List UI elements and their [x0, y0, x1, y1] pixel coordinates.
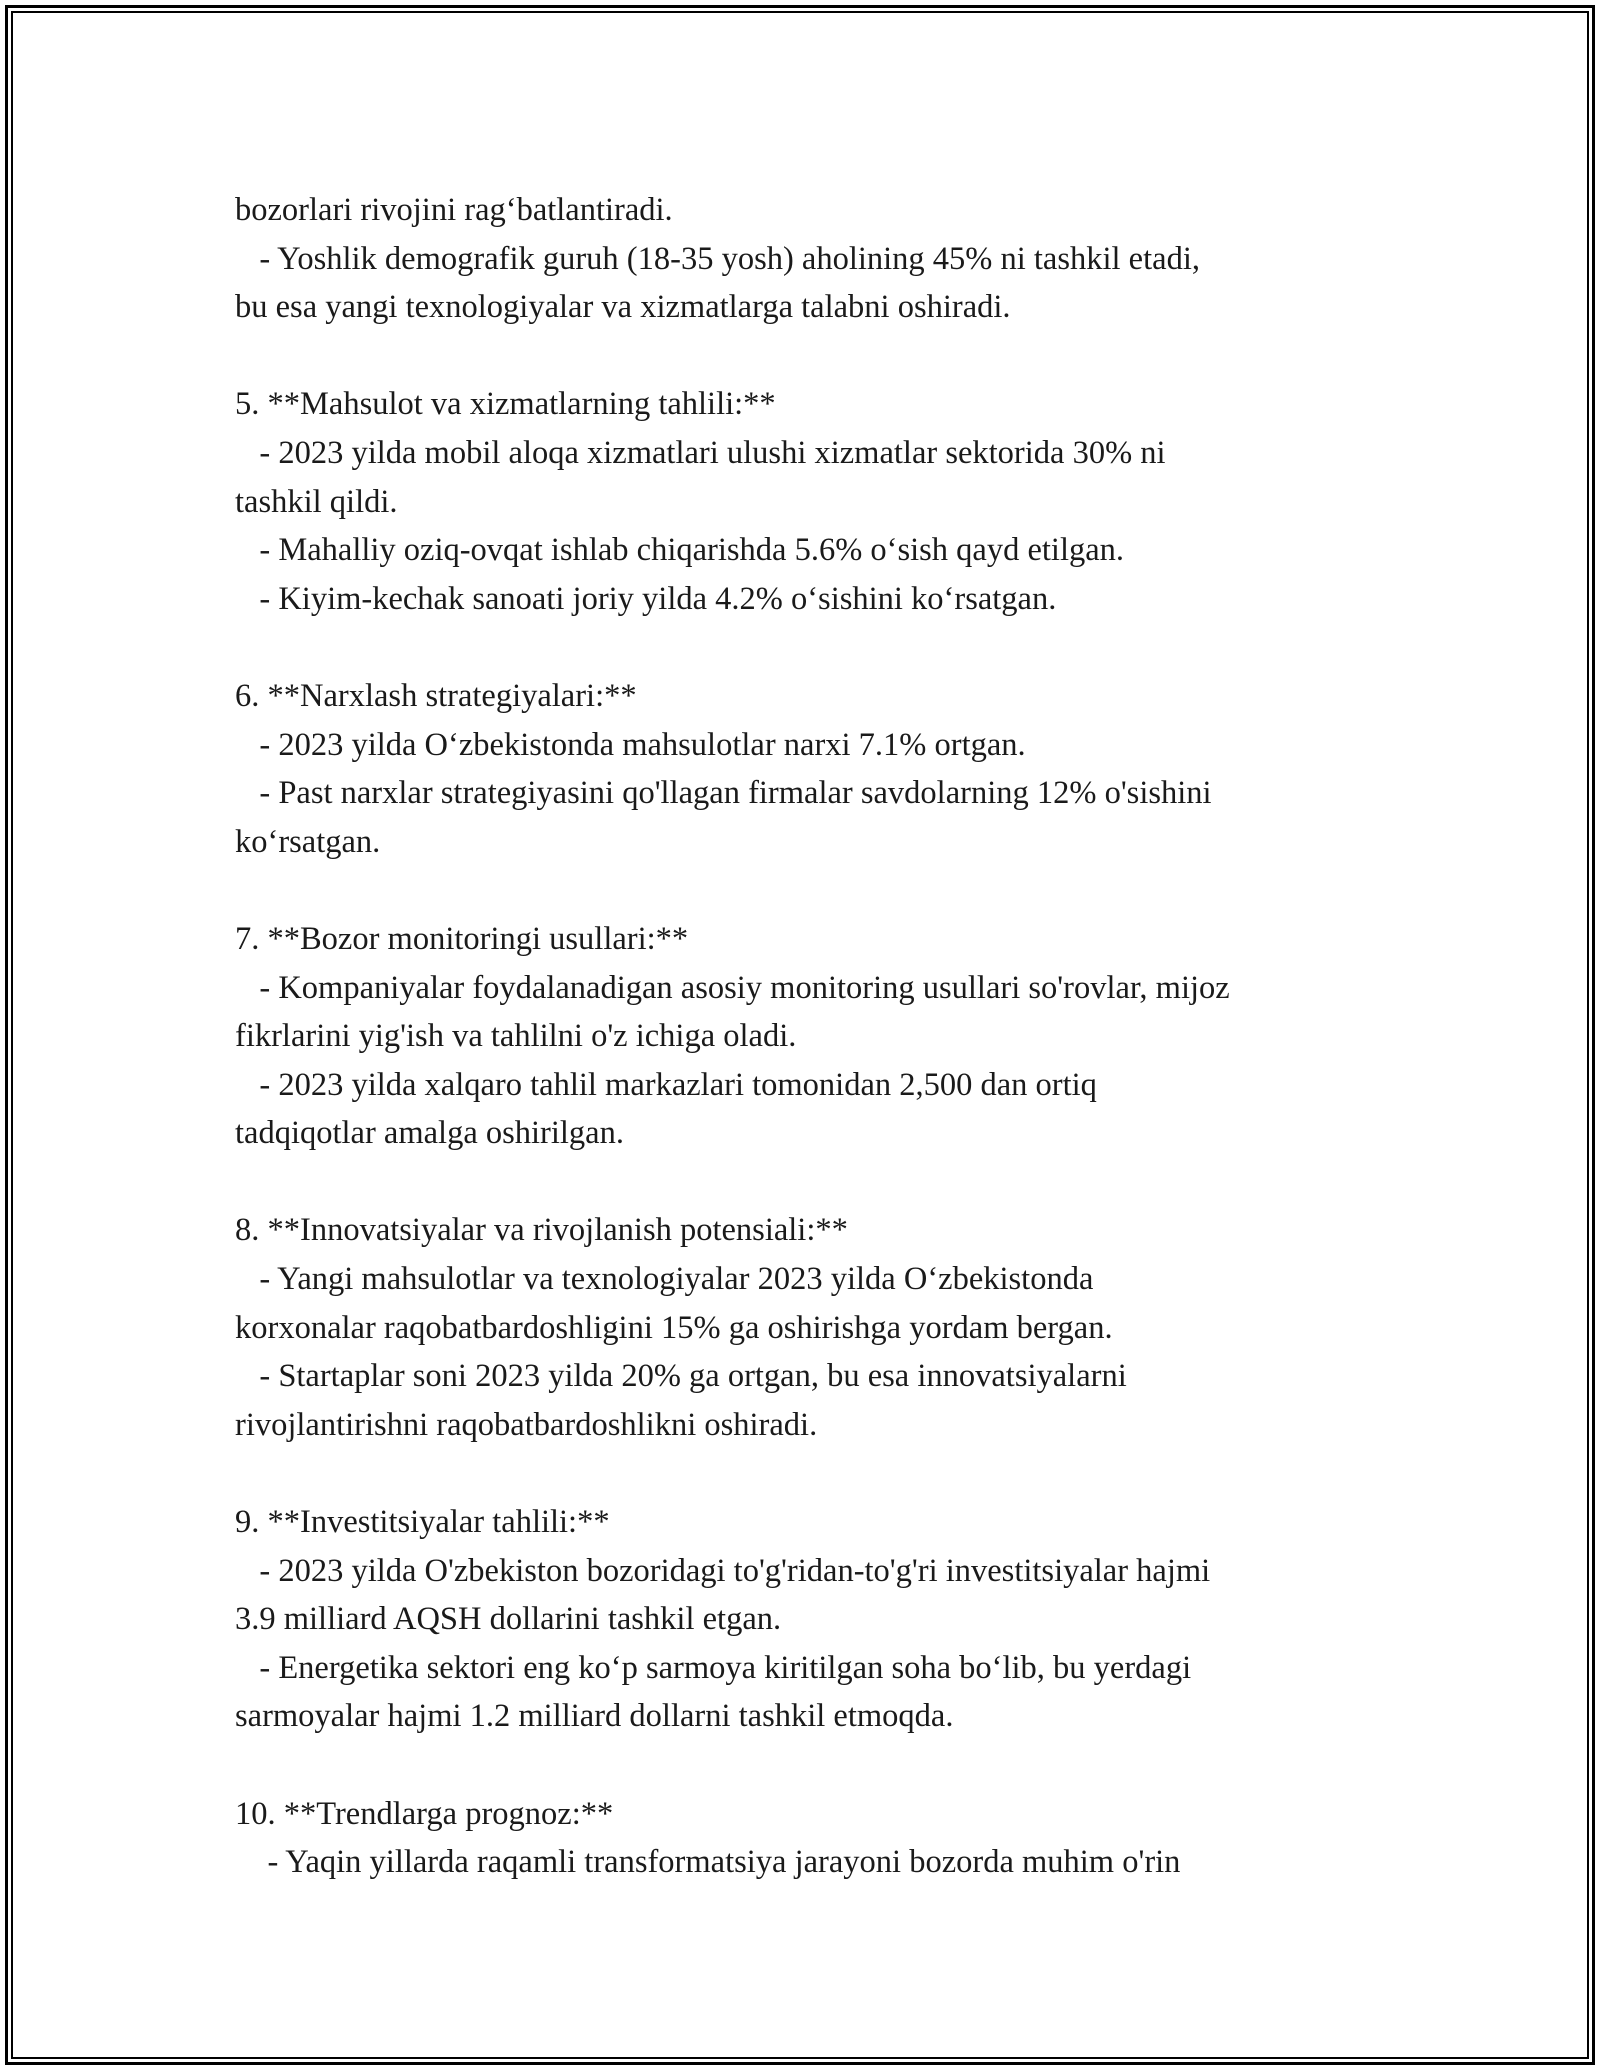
text-line: - Kompaniyalar foydalanadigan asosiy monitoring usullari so'rovlar, mijoz	[235, 969, 1230, 1006]
document-body	[235, 186, 1415, 1887]
text-line: korxonalar raqobatbardoshligini 15% ga oshirishga yordam bergan.	[235, 1309, 1113, 1346]
section-heading: 9. **Investitsiyalar tahlili:**	[235, 1504, 610, 1541]
section-heading: 8. **Innovatsiyalar va rivojlanish potensiali:**	[235, 1212, 848, 1249]
text-line: ko‘rsatgan.	[235, 823, 381, 860]
text-line: - 2023 yilda O'zbekiston bozoridagi to'g'ridan-to'g'ri investitsiyalar hajmi	[235, 1552, 1211, 1589]
text-line: - Past narxlar strategiyasini qo'llagan firmalar savdolarning 12% o'sishini	[235, 775, 1212, 812]
blank-line	[235, 1449, 1415, 1498]
text-line: - 2023 yilda mobil aloqa xizmatlari ulushi xizmatlar sektorida 30% ni	[235, 434, 1166, 471]
text-line: - Startaplar soni 2023 yilda 20% ga ortgan, bu esa innovatsiyalarni	[235, 1358, 1127, 1395]
text-line: fikrlarini yig'ish va tahlilni o'z ichiga oladi.	[235, 1018, 797, 1055]
text-line: tashkil qildi.	[235, 483, 398, 520]
blank-line	[235, 623, 1415, 672]
text-line: sarmoyalar hajmi 1.2 milliard dollarni tashkil etmoqda.	[235, 1698, 954, 1735]
text-line: - Yangi mahsulotlar va texnologiyalar 2023 yilda O‘zbekistonda	[235, 1261, 1094, 1298]
section-heading: 6. **Narxlash strategiyalari:**	[235, 677, 637, 714]
text-line: rivojlantirishni raqobatbardoshlikni oshiradi.	[235, 1406, 818, 1443]
text-line: - 2023 yilda xalqaro tahlil markazlari tomonidan 2,500 dan ortiq	[235, 1066, 1097, 1103]
text-line: - Yoshlik demografik guruh (18-35 yosh) aholining 45% ni tashkil etadi,	[235, 240, 1200, 277]
text-line: bu esa yangi texnologiyalar va xizmatlarga talabni oshiradi.	[235, 289, 1011, 326]
text-line: - Mahalliy oziq-ovqat ishlab chiqarishda 5.6% o‘sish qayd etilgan.	[235, 532, 1125, 569]
text-line: - Kiyim-kechak sanoati joriy yilda 4.2% o‘sishini ko‘rsatgan.	[235, 580, 1057, 617]
text-line: - Yaqin yillarda raqamli transformatsiya jarayoni bozorda muhim o'rin	[235, 1844, 1181, 1881]
text-line: bozorlari rivojini rag‘batlantiradi.	[235, 192, 673, 228]
section-heading: 10. **Trendlarga prognoz:**	[235, 1795, 614, 1832]
blank-line	[235, 866, 1415, 915]
section-heading: 7. **Bozor monitoringi usullari:**	[235, 920, 689, 957]
text-line: - Energetika sektori eng ko‘p sarmoya kiritilgan soha bo‘lib, bu yerdagi	[235, 1649, 1192, 1686]
text-line: - 2023 yilda O‘zbekistonda mahsulotlar narxi 7.1% ortgan.	[235, 726, 1026, 763]
text-line: tadqiqotlar amalga oshirilgan.	[235, 1115, 624, 1152]
section-heading: 5. **Mahsulot va xizmatlarning tahlili:**	[235, 386, 776, 423]
text-line: 3.9 milliard AQSH dollarini tashkil etgan.	[235, 1601, 782, 1638]
blank-line	[235, 1741, 1415, 1790]
blank-line	[235, 332, 1415, 381]
blank-line	[235, 1158, 1415, 1207]
